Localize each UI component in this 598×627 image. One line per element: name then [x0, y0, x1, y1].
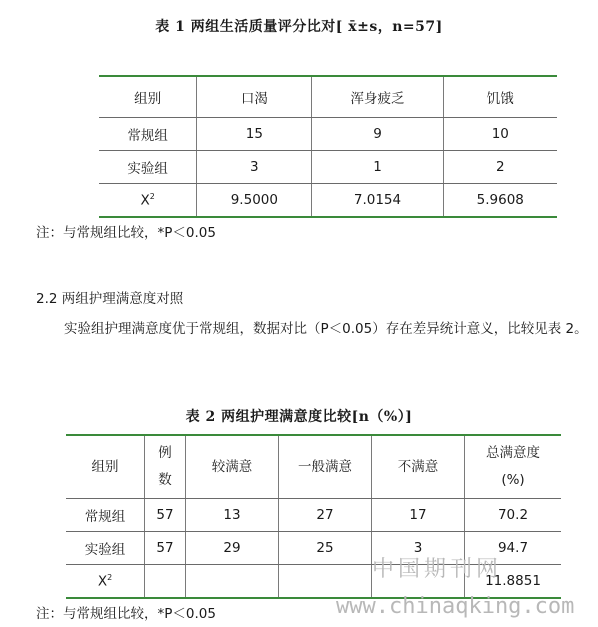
table2-cell — [145, 565, 186, 599]
table1-header-row — [99, 76, 557, 118]
table2-cell: 常规组 — [66, 499, 145, 532]
table1-note: 注：与常规组比较，*P＜0.05 — [36, 225, 216, 241]
table-row — [99, 118, 557, 151]
table1-cell: 5.9608 — [443, 184, 557, 218]
table2-title: 表 2 两组护理满意度比较[n（%）] — [185, 409, 413, 425]
table1-header-group: 组别 — [99, 76, 197, 118]
table2-header-general: 一般满意 — [279, 435, 372, 499]
table2-header-unsatisfied: 不满意 — [372, 435, 465, 499]
table2-cell: 3 — [372, 532, 465, 565]
table1-cell: 9.5000 — [197, 184, 312, 218]
section-paragraph: 实验组护理满意度优于常规组，数据对比（P＜0.05）存在差异统计意义，比较见表 2。 — [64, 321, 588, 337]
watermark-site-name: 中国期刊网 — [372, 557, 503, 582]
table2-cell: 57 — [145, 532, 186, 565]
table2-cell: 25 — [279, 532, 372, 565]
table2-cell: 27 — [279, 499, 372, 532]
table-row — [99, 151, 557, 184]
table-row — [66, 499, 561, 532]
table1-cell: 实验组 — [99, 151, 197, 184]
table1 — [99, 75, 557, 218]
table2-header-row — [66, 435, 561, 499]
table2-cell: 11.8851 — [465, 565, 562, 599]
table1-chi-label: $X^2$ — [99, 184, 197, 218]
table2-header-total: 总满意度 (%) — [465, 435, 562, 499]
table2-cell: 57 — [145, 499, 186, 532]
table2-cell — [186, 565, 279, 599]
table1-cell: 3 — [197, 151, 312, 184]
table1-cell: 常规组 — [99, 118, 197, 151]
table2-cell: 17 — [372, 499, 465, 532]
table2-cell — [279, 565, 372, 599]
table1-cell: 7.0154 — [312, 184, 443, 218]
table2-cell: 实验组 — [66, 532, 145, 565]
table2-header-group: 组别 — [66, 435, 145, 499]
table1-title: 表 1 两组生活质量评分比对[ x̄±s，n=57] — [155, 19, 443, 35]
table2-cell: 13 — [186, 499, 279, 532]
table-row — [99, 184, 557, 218]
table2-cell: 29 — [186, 532, 279, 565]
table2-cell: 70.2 — [465, 499, 562, 532]
table2-header-satisfied: 较满意 — [186, 435, 279, 499]
table1-header-fatigue: 浑身疲乏 — [312, 76, 443, 118]
table1-cell: 10 — [443, 118, 557, 151]
table1-cell: 2 — [443, 151, 557, 184]
table1-cell: 15 — [197, 118, 312, 151]
section-heading: 2.2 两组护理满意度对照 — [36, 291, 184, 307]
table1-cell: 9 — [312, 118, 443, 151]
table1-header-thirst: 口渴 — [197, 76, 312, 118]
table2-header-count: 例 数 — [145, 435, 186, 499]
table2-chi-label: $X^2$ — [66, 565, 145, 599]
table1-header-hunger: 饥饿 — [443, 76, 557, 118]
table1-cell: 1 — [312, 151, 443, 184]
table2-note: 注：与常规组比较，*P＜0.05 — [36, 606, 216, 622]
table2-cell: 94.7 — [465, 532, 562, 565]
watermark-url: www.chinaqking.com — [336, 594, 575, 619]
